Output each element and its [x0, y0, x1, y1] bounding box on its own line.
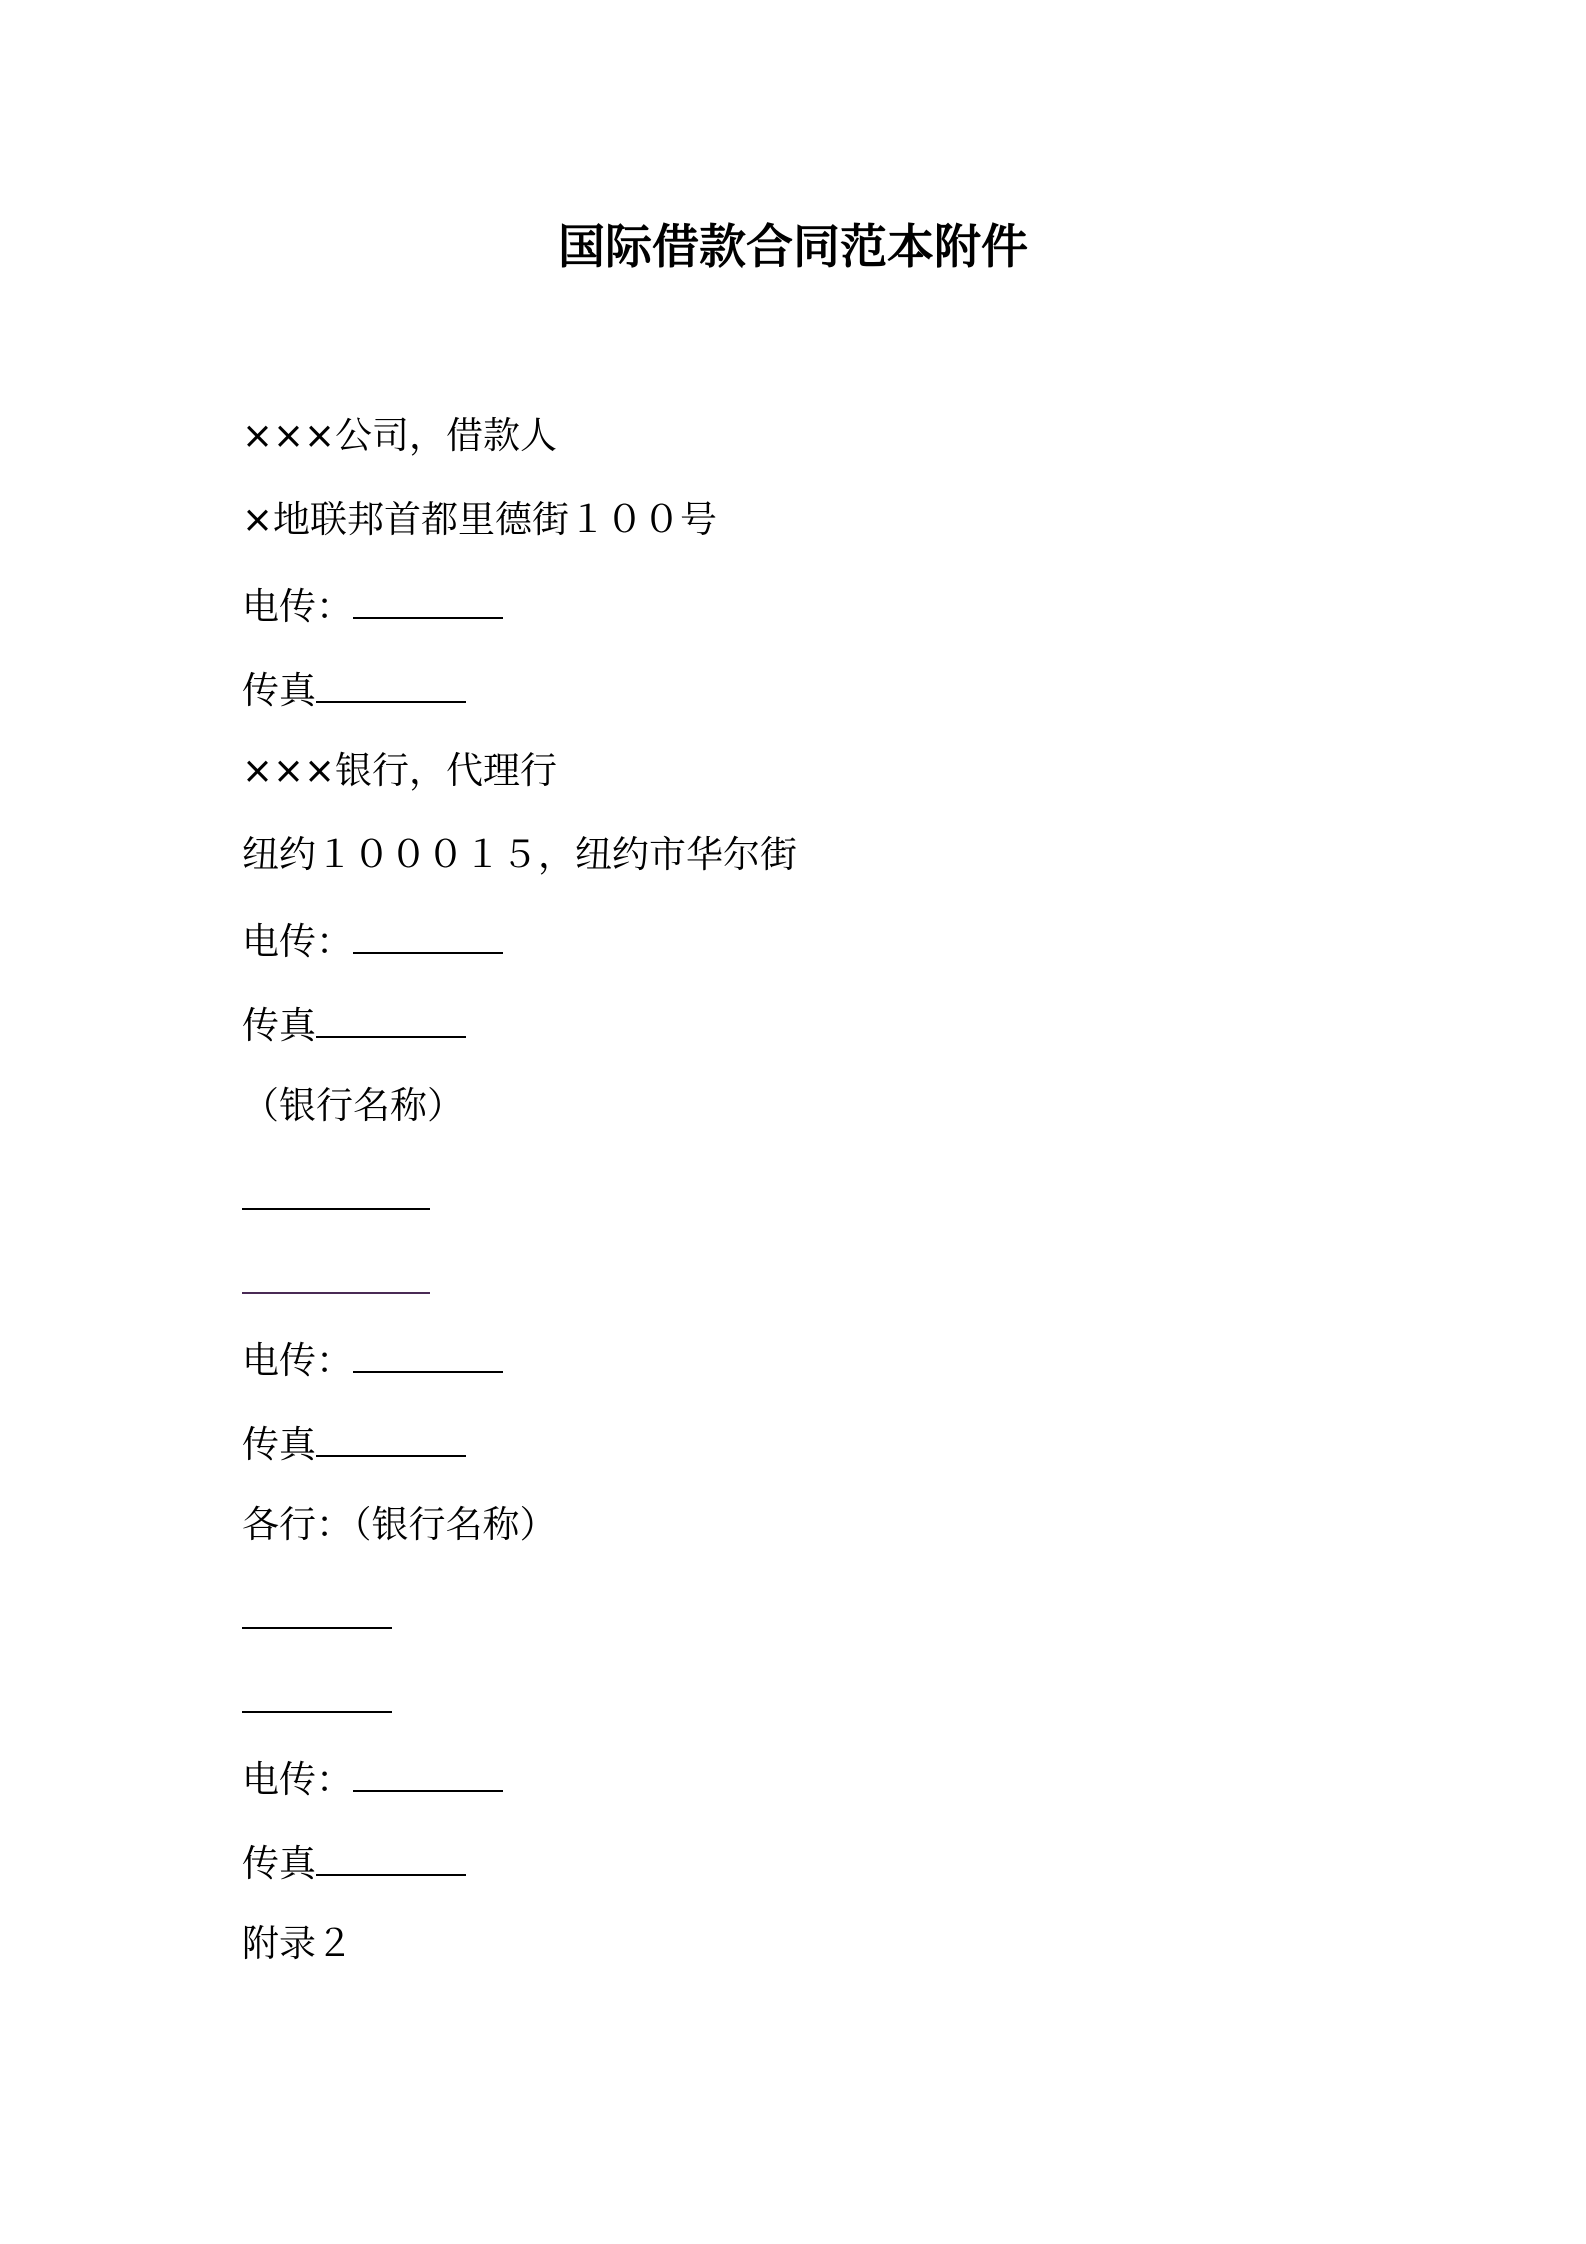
blank-rule [242, 1292, 430, 1294]
telex-blank [353, 1752, 503, 1792]
fax-field [242, 998, 466, 1050]
fax-label: 传真 [242, 1842, 316, 1885]
telex-blank [353, 579, 503, 619]
fax-field [242, 1836, 466, 1888]
borrower-line: ×××公司，借款人 [242, 414, 558, 457]
agent-bank-address: 纽约１０００１５，纽约市华尔街 [242, 833, 797, 876]
bank-name-line: （银行名称） [242, 1084, 464, 1127]
document-title: 国际借款合同范本附件 [558, 220, 1028, 275]
blank-rule [242, 1627, 392, 1629]
agent-bank-line: ×××银行，代理行 [242, 749, 558, 792]
banks-line: 各行：（银行名称） [242, 1503, 557, 1546]
telex-field [242, 1333, 503, 1385]
telex-label: 电传： [242, 585, 353, 628]
blank-rule [242, 1208, 430, 1210]
fax-field [242, 663, 466, 715]
telex-label: 电传： [242, 920, 353, 963]
fax-label: 传真 [242, 669, 316, 712]
telex-label: 电传： [242, 1758, 353, 1801]
telex-blank [353, 1333, 503, 1373]
borrower-address: ×地联邦首都里德街１００号 [242, 498, 718, 541]
blank-rule [242, 1711, 392, 1713]
appendix-heading: 附录２ [242, 1922, 353, 1965]
fax-blank [316, 1836, 466, 1876]
telex-field [242, 1752, 503, 1804]
fax-label: 传真 [242, 1423, 316, 1466]
fax-field [242, 1417, 466, 1469]
telex-blank [353, 914, 503, 954]
fax-label: 传真 [242, 1004, 316, 1047]
telex-field [242, 914, 503, 966]
fax-blank [316, 998, 466, 1038]
telex-field [242, 579, 503, 631]
fax-blank [316, 663, 466, 703]
fax-blank [316, 1417, 466, 1457]
telex-label: 电传： [242, 1339, 353, 1382]
